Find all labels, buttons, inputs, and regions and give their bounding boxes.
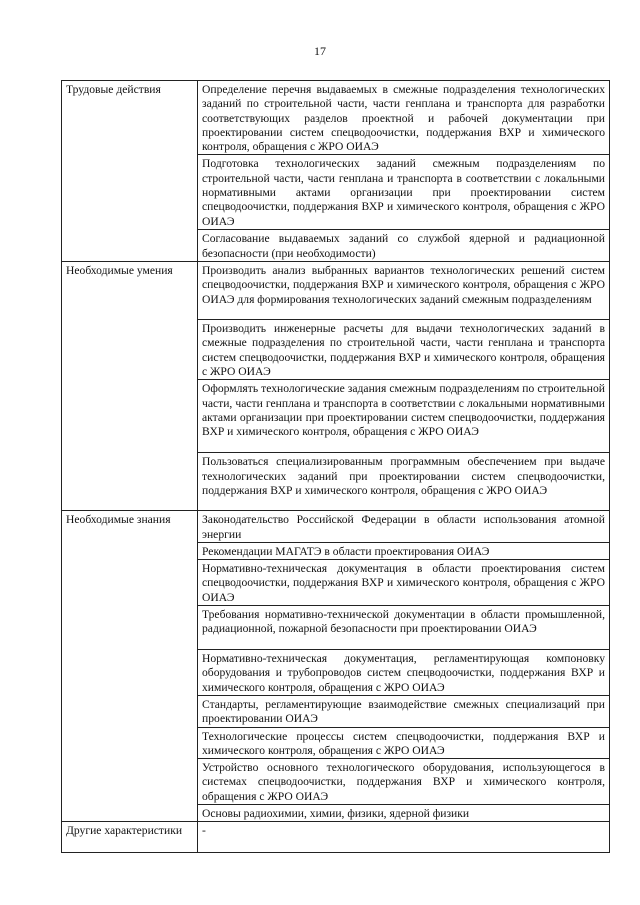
table-cell: Требования нормативно-технической документации в области промышленной, радиационной, пожарной безопасности при проектировании ОИАЭ xyxy=(198,606,610,650)
table-row xyxy=(62,262,610,320)
section-label-labor-actions: Трудовые действия xyxy=(62,81,198,262)
table-cell: Стандарты, регламентирующие взаимодействие смежных специализаций при проектировании ОИАЭ xyxy=(198,695,610,727)
section-label-other-characteristics: Другие характеристики xyxy=(62,822,198,853)
table-cell: Производить инженерные расчеты для выдачи технологических заданий в смежные подразделения по строительной части, части генплана и транспорта систем спецводоочистки, поддержания ВХР и химического контроля, обращения с ЖРО ОИАЭ xyxy=(198,320,610,380)
characteristics-table xyxy=(61,80,610,853)
table-cell: Нормативно-техническая документация, регламентирующая компоновку оборудования и трубопроводов систем спецводоочистки, поддержания ВХР и химического контроля, обращения с ЖРО ОИАЭ xyxy=(198,650,610,696)
section-label-required-skills: Необходимые умения xyxy=(62,262,198,511)
table-cell: Устройство основного технологического оборудования, использующегося в системах спецводоочистки, поддержания ВХР и химического контроля, обращения с ЖРО ОИАЭ xyxy=(198,759,610,805)
table-row xyxy=(62,822,610,853)
page-number: 17 xyxy=(314,44,326,58)
table-cell: Оформлять технологические задания смежным подразделениям по строительной части, части генплана и транспорта в соответствии с локальными нормативными актами организации при проектировании систем спецводоочистки, поддержания ВХР и химического контроля, обращения с ЖРО ОИАЭ xyxy=(198,380,610,453)
table-cell: - xyxy=(198,822,610,853)
section-label-required-knowledge: Необходимые знания xyxy=(62,511,198,822)
table-cell: Законодательство Российской Федерации в области использования атомной энергии xyxy=(198,511,610,543)
table-cell: Технологические процессы систем спецводоочистки, поддержания ВХР и химического контроля, обращения с ЖРО ОИАЭ xyxy=(198,727,610,759)
table-row xyxy=(62,511,610,543)
table-cell: Рекомендации МАГАТЭ в области проектирования ОИАЭ xyxy=(198,542,610,559)
table-cell: Основы радиохимии, химии, физики, ядерной физики xyxy=(198,805,610,822)
table-cell: Определение перечня выдаваемых в смежные подразделения технологических заданий по строительной части, части генплана и транспорта для разработки соответствующих разделов проектной и рабочей документации при проектировании систем спецводоочистки, поддержания ВХР и химического контроля, обращения с ЖРО ОИАЭ xyxy=(198,81,610,155)
table-row xyxy=(62,81,610,155)
table-cell: Подготовка технологических заданий смежным подразделениям по строительной части, части генплана и транспорта в соответствии с локальными нормативными актами организации при проектировании систем спецводоочистки, поддержания ВХР и химического контроля, обращения с ЖРО ОИАЭ xyxy=(198,155,610,230)
table-cell: Нормативно-техническая документация в области проектирования систем спецводоочистки, поддержания ВХР и химического контроля, обращения с ЖРО ОИАЭ xyxy=(198,560,610,606)
table-cell: Согласование выдаваемых заданий со службой ядерной и радиационной безопасности (при необходимости) xyxy=(198,230,610,262)
table-cell: Пользоваться специализированным программным обеспечением при выдаче технологических заданий при проектировании систем спецводоочистки, поддержания ВХР и химического контроля, обращения с ЖРО ОИАЭ xyxy=(198,453,610,511)
table-cell: Производить анализ выбранных вариантов технологических решений систем спецводоочистки, поддержания ВХР и химического контроля, обращения с ЖРО ОИАЭ для формирования технологических заданий смежным подразделениям xyxy=(198,262,610,320)
